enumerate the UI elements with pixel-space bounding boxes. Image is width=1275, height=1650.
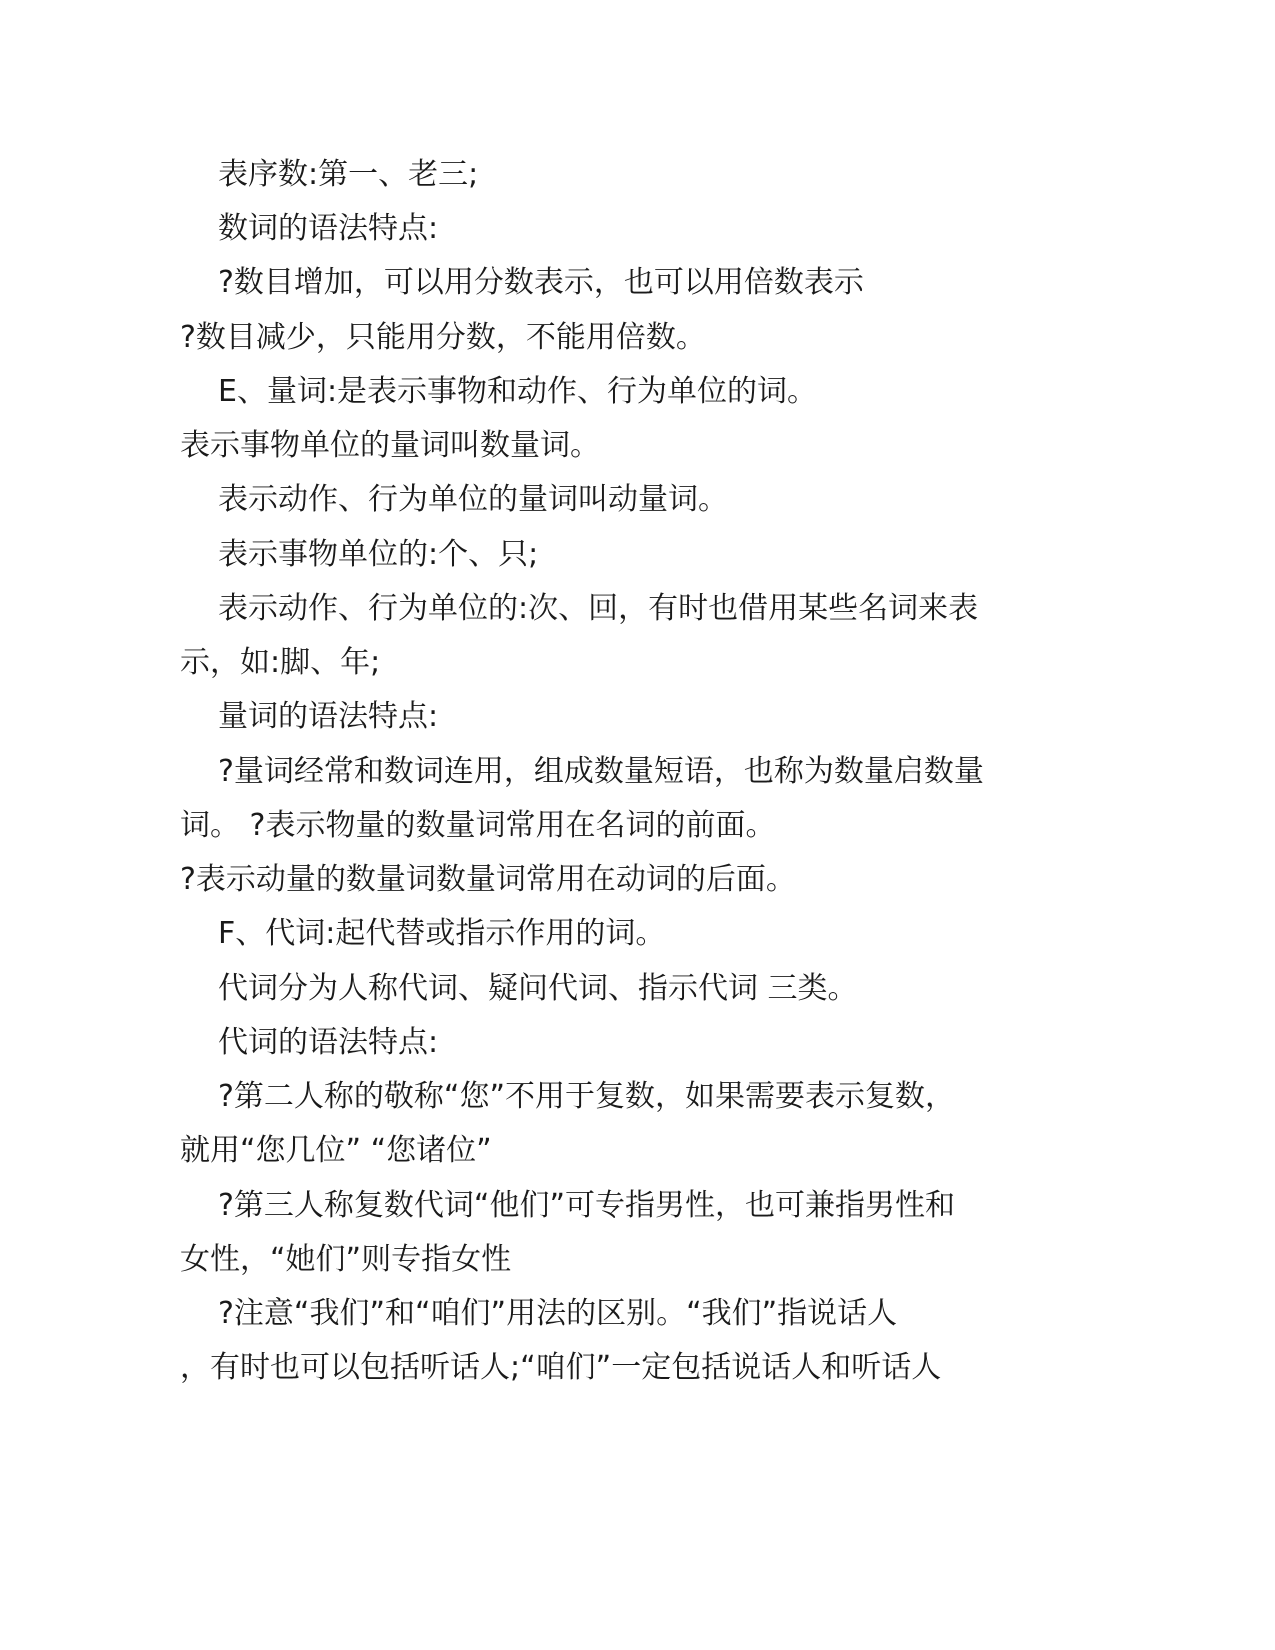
text-line: ，有时也可以包括听话人;“咱们”一定包括说话人和听话人 bbox=[180, 1350, 942, 1385]
text-line: ?表示动量的数量词数量词常用在动词的后面。 bbox=[180, 862, 796, 897]
text-line: F、代词:起代替或指示作用的词。 bbox=[218, 916, 666, 951]
text-line: ?数目增加，可以用分数表示，也可以用倍数表示 bbox=[218, 265, 864, 300]
text-line: ?注意“我们”和“咱们”用法的区别。“我们”指说话人 bbox=[218, 1296, 898, 1331]
text-line: ?量词经常和数词连用，组成数量短语，也称为数量启数量 bbox=[218, 754, 984, 789]
text-line: 就用“您几位” “您诸位” bbox=[180, 1133, 492, 1168]
text-line: 数词的语法特点: bbox=[218, 211, 439, 246]
text-line: 词。 ?表示物量的数量词常用在名词的前面。 bbox=[180, 808, 776, 843]
text-line: 代词的语法特点: bbox=[218, 1025, 439, 1060]
text-line: 示，如:脚、年; bbox=[180, 645, 381, 680]
text-line: 表示事物单位的:个、只; bbox=[218, 537, 539, 572]
text-line: ?第二人称的敬称“您”不用于复数，如果需要表示复数， bbox=[218, 1079, 956, 1114]
text-line: 表示动作、行为单位的:次、回，有时也借用某些名词来表 bbox=[218, 591, 979, 626]
text-line: 女性，“她们”则专指女性 bbox=[180, 1242, 512, 1277]
text-line: 量词的语法特点: bbox=[218, 699, 439, 734]
text-line: E、量词:是表示事物和动作、行为单位的词。 bbox=[218, 374, 818, 409]
text-line: ?数目减少，只能用分数，不能用倍数。 bbox=[180, 320, 706, 355]
text-line: 表序数:第一、老三; bbox=[218, 157, 479, 192]
text-line: 代词分为人称代词、疑问代词、指示代词 三类。 bbox=[218, 971, 858, 1006]
text-line: 表示动作、行为单位的量词叫动量词。 bbox=[218, 482, 728, 517]
text-line: ?第三人称复数代词“他们”可专指男性，也可兼指男性和 bbox=[218, 1188, 956, 1223]
text-line: 表示事物单位的量词叫数量词。 bbox=[180, 428, 600, 463]
